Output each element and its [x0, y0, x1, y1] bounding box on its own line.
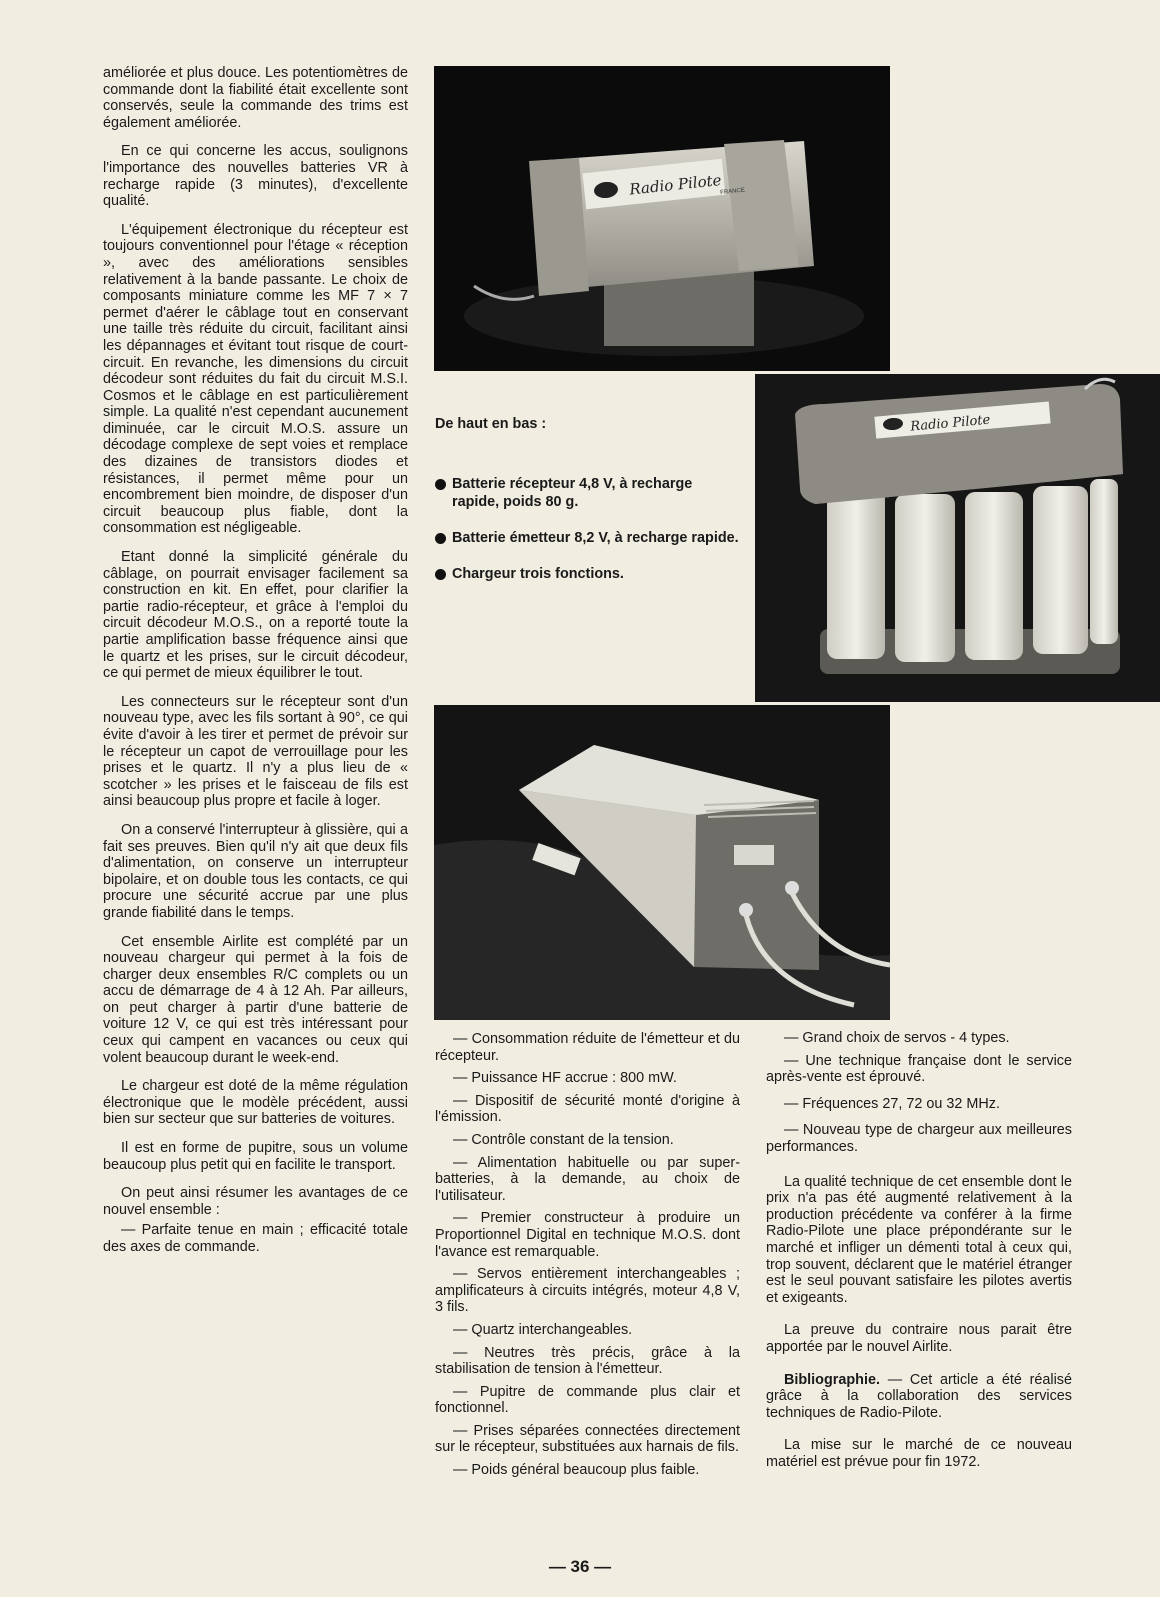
list-item: — Consommation réduite de l'émetteur et du récepteur.	[435, 1031, 740, 1064]
caption-item	[435, 475, 740, 511]
paragraph: améliorée et plus douce. Les potentiomètres de commande dont la fiabilité était excellente sont conservés, seule la commande des trims est également améliorée.	[103, 65, 408, 131]
transmitter-battery-photo	[755, 374, 1160, 702]
paragraph: Le chargeur est doté de la même régulation électronique que le modèle précédent, aussi bien sur secteur que sur batteries de voitures.	[103, 1078, 408, 1128]
paragraph: La preuve du contraire nous parait être apportée par le nouvel Airlite.	[766, 1322, 1072, 1355]
list-item: — Prises séparées connectées directement sur le récepteur, substituées aux harnais de fils.	[435, 1422, 740, 1456]
bullet-icon	[435, 533, 446, 544]
bibliography-paragraph	[766, 1372, 1072, 1422]
paragraph: Cet ensemble Airlite est complété par un nouveau chargeur qui permet à la fois de charger deux ensembles R/C complets ou un accu de démarrage de 4 à 12 Ah. Par ailleurs, on peut charger à partir d'une batterie de voiture 12 V, ce qui est très intéressant pour ceux qui campent en vacances ou ceux qui volent beaucoup durant le week-end.	[103, 933, 408, 1066]
left-column	[103, 65, 408, 1262]
paragraph: On a conservé l'interrupteur à glissière, qui a fait ses preuves. Bien qu'il n'y ait que deux fils d'alimentation, on conserve un interrupteur bipolaire, et on double tous les contacts, ce qui procure une sécurité accrue par une plus grande fiabilité dans le temps.	[103, 821, 408, 921]
paragraph: La mise sur le marché de ce nouveau matériel est prévue pour fin 1972.	[766, 1437, 1072, 1470]
list-item: — Grand choix de servos - 4 types.	[784, 1030, 1010, 1046]
paragraph: L'équipement électronique du récepteur est toujours conventionnel pour l'étage « réception », avec des améliorations sensibles relativement à la bande passante. Le choix de composants miniature comme les MF 7 × 7 permet d'aérer le câblage tout en conservant une taille très réduite du circuit, facilitant ainsi les dépannages et évitant tout risque de court-circuit. En revanche, les dimensions du circuit décodeur sont réduites du fait du circuit M.S.I. Cosmos et le câblage en est particulièrement simple. La qualité n'est cependant aucunement diminuée, car le circuit M.O.S. assure un décodage complexe de sept voies et remplace des dizaines de transistors diodes et résistances, il permet même pour un encombrement bien moindre, de disposer d'un circuit beaucoup plus fiable, dont la consommation est négligeable.	[103, 221, 408, 537]
bibliography-label: Bibliographie.	[784, 1371, 880, 1388]
caption-item	[435, 529, 740, 547]
receiver-battery-photo	[434, 66, 890, 371]
paragraph: La qualité technique de cet ensemble dont le prix n'a pas été augmenté relativement à la production précédente va conférer à la firme Radio-Pilote une place prépondérante sur le marché et infliger un démenti total à ceux qui, trop souvent, déclarent que le matériel étranger est le seul pouvant satisfaire les pilotes avertis et exigeants.	[766, 1173, 1072, 1306]
list-item: — Neutres très précis, grâce à la stabilisation de tension à l'émetteur.	[435, 1344, 740, 1378]
list-item: — Dispositif de sécurité monté d'origine à l'émission.	[435, 1092, 740, 1126]
page-number: — 36 —	[548, 1557, 612, 1576]
right-column	[766, 1030, 1072, 1482]
list-item: — Servos entièrement interchangeables ; amplificateurs à circuits intégrés, moteur 4,8 V, 3 fils.	[435, 1266, 740, 1316]
list-item: — Premier constructeur à produire un Proportionnel Digital en technique M.O.S. dont l'avance est remarquable.	[435, 1210, 740, 1260]
charger-photo	[434, 705, 890, 1020]
list-item: — Nouveau type de chargeur aux meilleures performances.	[766, 1122, 1072, 1155]
list-item: — Alimentation habituelle ou par super-batteries, à la demande, au choix de l'utilisateur.	[435, 1154, 740, 1204]
caption-item-text: Batterie émetteur 8,2 V, à recharge rapide.	[452, 530, 739, 546]
photo-caption	[435, 415, 740, 601]
middle-column	[435, 1031, 740, 1485]
paragraph: Il est en forme de pupitre, sous un volume beaucoup plus petit qui en facilite le transport.	[103, 1140, 408, 1173]
list-item: — Puissance HF accrue : 800 mW.	[453, 1070, 677, 1087]
list-item: — Contrôle constant de la tension.	[453, 1131, 674, 1148]
paragraph: On peut ainsi résumer les avantages de ce nouvel ensemble :	[103, 1185, 408, 1218]
list-item: — Parfaite tenue en main ; efficacité totale des axes de commande.	[103, 1222, 408, 1255]
caption-title: De haut en bas :	[435, 416, 547, 432]
list-item: — Fréquences 27, 72 ou 32 MHz.	[784, 1095, 1000, 1112]
list-item: — Poids général beaucoup plus faible.	[453, 1462, 700, 1479]
caption-item-text: Batterie récepteur 4,8 V, à recharge rapide, poids 80 g.	[452, 476, 693, 510]
paragraph: En ce qui concerne les accus, soulignons l'importance des nouvelles batteries VR à recharge rapide (3 minutes), d'excellente qualité.	[103, 143, 408, 210]
paragraph: Etant donné la simplicité générale du câblage, on pourrait envisager facilement sa construction en kit. En effet, pour clarifier la partie radio-récepteur, et grâce à l'emploi du circuit décodeur M.O.S., on a reporté toute la partie amplification basse fréquence ainsi que le quartz et les prises, sur le circuit décodeur, ce qui permet de mieux équilibrer le tout.	[103, 549, 408, 682]
battery-label-text: Radio Pilote	[628, 170, 723, 199]
battery-sub-text: FRANCE	[720, 187, 746, 197]
list-item: — Quartz interchangeables.	[453, 1321, 633, 1338]
bullet-icon	[435, 479, 446, 490]
battery-label-text: Radio Pilote	[909, 412, 991, 435]
list-item: — Une technique française dont le service après-vente est éprouvé.	[766, 1052, 1072, 1086]
bibliography-text: — Cet article a été réalisé grâce à la collaboration des services techniques de Radio-Pilote.	[766, 1371, 1072, 1421]
caption-item-text: Chargeur trois fonctions.	[452, 566, 624, 582]
caption-item	[435, 565, 740, 583]
paragraph: Les connecteurs sur le récepteur sont d'un nouveau type, avec les fils sortant à 90°, ce qui évite d'avoir à les tirer et permet de prévoir sur le récepteur un capot de verrouillage pour les prises et le quartz. Il n'y a plus lieu de « scotcher » les prises et le faisceau de fils est ainsi beaucoup plus propre et facile à loger.	[103, 693, 408, 810]
list-item: — Pupitre de commande plus clair et fonctionnel.	[435, 1383, 740, 1417]
bullet-icon	[435, 569, 446, 580]
